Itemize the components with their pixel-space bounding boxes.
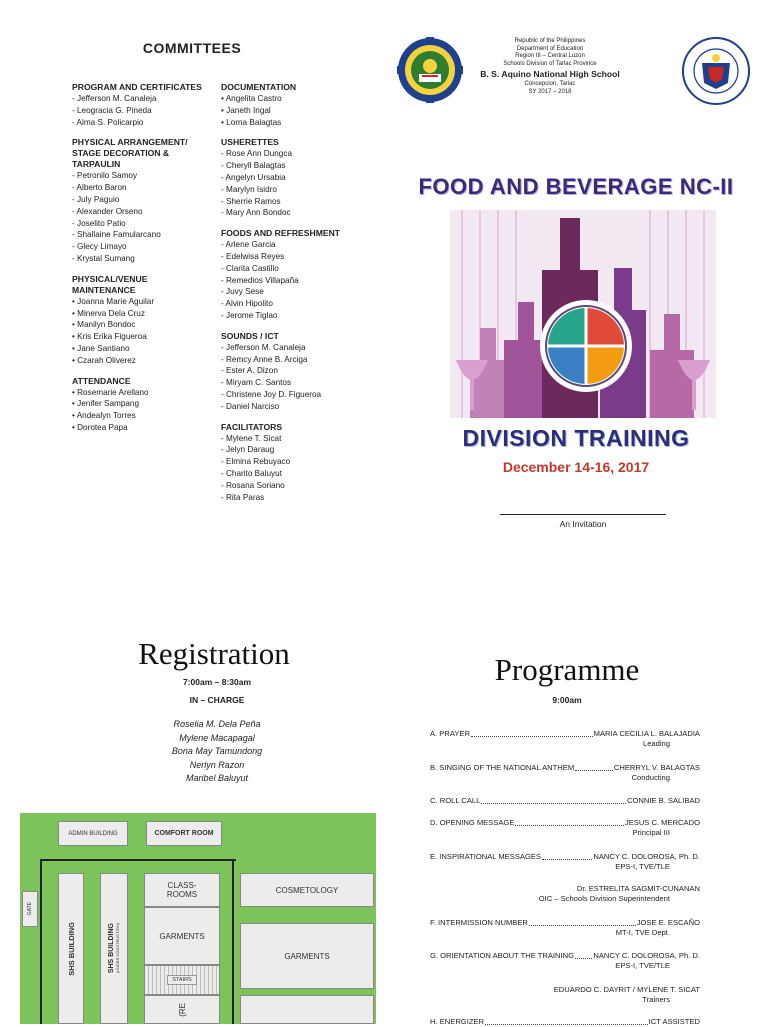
programme-dots [575, 951, 592, 959]
school-name: B. S. Aquino National High School [480, 69, 620, 80]
programme-item-role: Leading [642, 739, 670, 748]
committee-member: - Shallaine Famularcano [72, 230, 161, 240]
programme-item [430, 818, 700, 838]
programme-item-label: A. PRAYER [430, 729, 470, 738]
committee-title: ATTENDANCE [72, 375, 131, 386]
programme-item-line [430, 729, 700, 739]
map-building-bottom-right [240, 995, 374, 1024]
programme-item-name: NANCY C. DOLOROSA, Ph. D. [593, 951, 700, 960]
map-classrooms: CLASS-ROOMS [144, 873, 220, 907]
committee-member: - Edelwisa Reyes [221, 251, 285, 261]
committee-member: - Elmina Rebuyaco [221, 457, 291, 467]
committee-member: - Mary Ann Bondoc [221, 208, 291, 218]
committee-member: - Rose Ann Dungca [221, 149, 293, 159]
programme-dots [575, 763, 613, 771]
committee-member: - Remedios Villapaña [221, 275, 299, 285]
programme-item-label: F. INTERMISSION NUMBER [430, 918, 528, 927]
committee-member: - Juvy Sese [221, 287, 264, 297]
programme-item-label: E. INSPIRATIONAL MESSAGES [430, 852, 541, 861]
programme-item-line [430, 985, 700, 995]
programme-item-name: ICT ASSISTED [648, 1017, 700, 1026]
committee-member: • Janeth Ingal [221, 105, 271, 115]
programme-dots [481, 796, 626, 804]
programme-item-label: C. ROLL CALL [430, 796, 481, 805]
committee-member: - Jerome Tiglao [221, 310, 278, 320]
map-stairs: STAIRS [144, 965, 220, 995]
map-garments-left: GARMENTS [144, 907, 220, 965]
committee-member: - Alexander Orseno [72, 206, 143, 216]
programme-item-role: EPS-I, TVE/TLE [615, 961, 670, 970]
school-year: SY 2017 – 2018 [528, 88, 572, 95]
committee-member: - Alvin Hipolito [221, 299, 273, 309]
committee-member: - Sherrie Ramos [221, 196, 281, 206]
map-gate: GATE [22, 891, 38, 927]
map-comfort-room: COMFORT ROOM [146, 821, 222, 846]
committee-member: • Kris Erika Figueroa [72, 332, 147, 342]
training-title: DIVISION TRAINING [462, 425, 690, 451]
programme-item-name: JESUS C. MERCADO [624, 818, 700, 827]
map-cosmetology: COSMETOLOGY [240, 873, 374, 907]
campus-map [20, 813, 376, 1024]
programme-item-role: Trainers [642, 995, 670, 1004]
committee-member: • Manilyn Bondoc [72, 320, 136, 330]
programme-item-name: CHERRYL V. BALAGTAS [613, 763, 700, 772]
invitation-label: An Invitation [559, 519, 607, 529]
committee-title: SOUNDS / ICT [221, 330, 279, 341]
map-shs-building: SHS BUILDING [58, 873, 84, 1024]
registration-time: 7:00am – 8:30am [182, 677, 252, 687]
committee-member: - Remcy Anne B. Arciga [221, 354, 308, 364]
map-shs-building-under-construction: SHS BUILDING (UNDER CONSTRUCTION) [100, 873, 128, 1024]
deped-seal-icon [682, 37, 750, 105]
registration-name: Bona May Tamundong [171, 746, 263, 756]
programme-item-role: Conducting [631, 773, 670, 782]
committee-member: • Jane Santiano [72, 343, 130, 353]
committee-member: - Marylyn Isidro [221, 184, 277, 194]
committee-member: - Angelyn Ursabia [221, 172, 286, 182]
programme-item-role: EPS-I, TVE/TLE [615, 862, 670, 871]
committees-right-column [221, 82, 361, 503]
programme-item [430, 852, 700, 872]
programme-item-label: B. SINGING OF THE NATIONAL ANTHEM [430, 763, 575, 772]
programme-item-role: OIC – Schools Division Superintendent [538, 894, 670, 903]
cover-title: FOOD AND BEVERAGE NC-II [418, 174, 734, 199]
map-admin-building: ADMIN BUILDING [58, 821, 128, 846]
registration-names [0, 718, 434, 786]
programme-item-name: MARIA CECILIA L. BALAJADIA [593, 729, 700, 738]
programme-time: 9:00am [552, 695, 582, 705]
committee-member: - July Paguio [72, 194, 120, 204]
programme-dots [515, 818, 623, 826]
programme-item-line [430, 796, 700, 806]
registration-name: Maribel Baluyut [185, 773, 249, 783]
registration-name: Roselia M. Dela Peña [173, 719, 261, 729]
registration-title: Registration [138, 636, 290, 671]
programme-item [430, 985, 700, 1005]
committee-member: - Petronilo Samoy [72, 171, 138, 181]
committee-title: FACILITATORS [221, 421, 283, 432]
programme-item [430, 951, 700, 971]
programme-item [430, 796, 700, 806]
programme-item-name: Dr. ESTRELITA SAGMIT-CUNANAN [576, 884, 700, 893]
committee-member: - Christene Joy D. Figueroa [221, 389, 322, 399]
committee-member: • Angelita Castro [221, 94, 282, 103]
programme-item-name: CONNIE B. SALIBAD [626, 796, 700, 805]
in-charge-label: IN – CHARGE [189, 695, 245, 705]
committee-member: - Clarita Castillo [221, 263, 279, 273]
committee-member: • Minerva Dela Cruz [72, 308, 145, 318]
division-text: Schools Division of Tarlac Province [503, 60, 597, 67]
region-text: Region III – Central Luzon [515, 53, 585, 60]
map-path-left [40, 859, 42, 1024]
registration-name: Mylene Macapagal [179, 732, 255, 743]
committee-member: - Mylene T. Sicat [221, 433, 282, 443]
programme-item-line [430, 1017, 700, 1027]
committee-member: • Czarah Oliverez [72, 355, 136, 365]
committee-member: - Cheryll Balagtas [221, 161, 286, 171]
programme-item-name: EDUARDO C. DAYRIT / MYLENE T. SICAT [553, 985, 700, 994]
committee-title: FOODS AND REFRESHMENT [221, 228, 341, 239]
programme-item-role: Principal III [632, 828, 670, 837]
programme-item [430, 729, 700, 749]
programme-dots [542, 852, 592, 860]
programme-item-role: MT-I, TVE Dept. [615, 928, 670, 937]
committee-member: - Leogracia G. Pineda [72, 105, 152, 115]
committee-member: - Joselito Patio [72, 218, 126, 228]
committee-member: - Krystal Sumang [72, 253, 135, 263]
republic-text: Republic of the Philippines [514, 38, 586, 44]
map-garments-right: GARMENTS [240, 923, 374, 989]
committee-title: DOCUMENTATION [221, 82, 297, 92]
committee-member: - Daniel Narciso [221, 401, 280, 411]
committee-member: • Lorna Balagtas [221, 117, 282, 127]
programme-item-label: D. OPENING MESSAGE [430, 818, 515, 827]
registration-name: Nerlyn Razon [189, 759, 245, 770]
committee-member: - Glecy Limayo [72, 242, 127, 252]
map-path-right [232, 859, 234, 1024]
programme-item [430, 918, 700, 938]
committee-member: - Arlene Garcia [221, 240, 276, 250]
committee-member: • Rosemarie Arellano [72, 387, 149, 397]
committee-member: • Andealyn Torres [72, 411, 136, 421]
committee-title: PHYSICAL/VENUE MAINTENANCE [72, 273, 148, 295]
committee-member: - Charito Baluyut [221, 468, 282, 478]
programme-item-line [430, 763, 700, 773]
programme-item-name: JOSE E. ESCAÑO [636, 918, 700, 927]
programme-item-line [430, 884, 700, 894]
programme-item-line [430, 852, 700, 862]
committee-member: - Jelyn Daraug [221, 445, 275, 455]
programme-dots [529, 918, 636, 926]
committee-member: - Jefferson M. Canaleja [72, 94, 157, 103]
cover-illustration [450, 210, 716, 418]
programme-dots [471, 729, 593, 737]
programme-item-line [430, 951, 700, 961]
committee-member: • Joanna Marie Aguilar [72, 296, 155, 306]
committees-left-column [72, 82, 212, 434]
committee-title: PROGRAM AND CERTIFICATES [72, 82, 202, 92]
programme-item-line [430, 918, 700, 928]
committee-title: PHYSICAL ARRANGEMENT/ STAGE DECORATION & TARPAULIN [72, 137, 188, 170]
invitation-line [500, 514, 666, 515]
school-location: Concepcion, Tarlac [524, 81, 576, 88]
department-text: Department of Education [516, 45, 584, 52]
programme-item-label: G. ORIENTATION ABOUT THE TRAINING [430, 951, 575, 960]
programme-title: Programme [494, 652, 640, 687]
programme-item-line [430, 818, 700, 828]
programme-item [430, 884, 700, 904]
committee-member: - Rita Paras [221, 492, 265, 502]
training-date: December 14-16, 2017 [502, 459, 650, 475]
programme-item [430, 763, 700, 783]
map-path-top [40, 859, 236, 861]
committee-member: • Dorotea Papa [72, 422, 128, 432]
committee-member: • Jenifer Sampang [72, 399, 140, 409]
map-rec-building: (RE [144, 995, 220, 1024]
committees-heading: COMMITTEES [142, 40, 242, 56]
school-logo-icon [397, 37, 463, 103]
committee-member: - Rosana Soriano [221, 480, 285, 490]
programme-item-label: H. ENERGIZER [430, 1017, 485, 1026]
programme-item [430, 1017, 700, 1027]
school-header [470, 38, 630, 97]
committee-member: - Alma S. Policarpio [72, 117, 144, 127]
committee-member: - Alberto Baron [72, 183, 127, 193]
committee-member: - Miryam C. Santos [221, 378, 292, 388]
committee-member: - Jefferson M. Canaleja [221, 342, 306, 352]
committee-member: - Ester A. Dizon [221, 366, 278, 376]
programme-item-name: NANCY C. DOLOROSA, Ph. D. [593, 852, 700, 861]
committee-title: USHERETTES [221, 137, 279, 148]
